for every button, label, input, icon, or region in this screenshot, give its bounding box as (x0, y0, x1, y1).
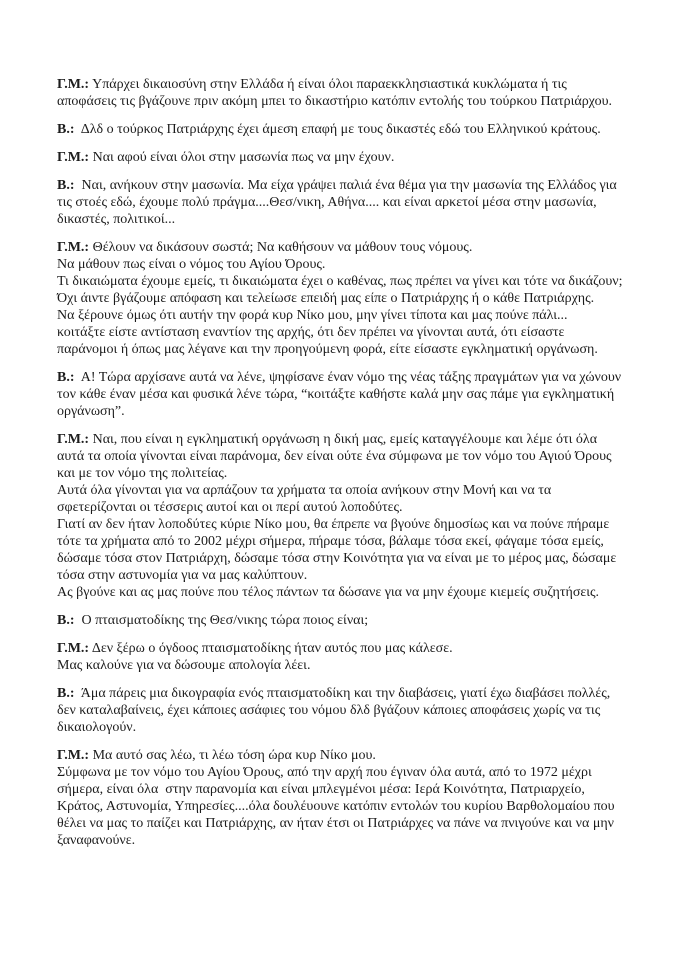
paragraph (57, 685, 623, 736)
paragraph (57, 612, 623, 629)
transcript-line: Να μάθουν πως είναι ο νόμος του Αγίου Όρους. (57, 257, 326, 272)
paragraph (57, 431, 623, 601)
speaker-label: Γ.Μ.: (57, 240, 90, 255)
transcript-line: Ναι αφού είναι όλοι στην μασωνία πως να μην έχουν. (92, 150, 395, 165)
transcript-line: Δεν ξέρω ο όγδοος πταισματοδίκης ήταν αυτός που μας κάλεσε. (91, 641, 453, 656)
speaker-label: Β.: (57, 178, 75, 193)
transcript-line: Μα αυτό σας λέω, τι λέω τόση ώρα κυρ Νίκο μου. (92, 748, 376, 763)
transcript-line: Ας βγούνε και ας μας πούνε που τέλος πάντων τα δώσανε για να μην έχουμε κιεμείς συζητήσεις. (57, 585, 600, 600)
transcript-line: Όχι άιντε βγάζουμε απόφαση και τελείωσε επειδή μας είπε ο Πατριάρχης ή ο κάθε Πατριάρχης. (57, 291, 595, 306)
speaker-label: Β.: (57, 686, 75, 701)
transcript-line: Ο πταισματοδίκης της Θεσ/νικης τώρα ποιος είναι; (78, 613, 369, 628)
transcript-line: Ναι, που είναι η εγκληματική οργάνωση η δική μας, εμείς καταγγέλουμε και λέμε ότι όλα αυτά τα οποία γίνονται είναι παράνομα, δεν είναι ούτε ένα σύμφωνα με τον νόμο του Αγιού Όρους και με τον νόμο της πολιτείας. (57, 432, 616, 481)
speaker-label: Β.: (57, 370, 75, 385)
paragraph (57, 76, 623, 110)
speaker-label: Γ.Μ.: (57, 77, 90, 92)
transcript-line: Δλδ ο τούρκος Πατριάρχης έχει άμεση επαφή με τους δικαστές εδώ του Ελληνικού κράτους. (78, 122, 601, 137)
speaker-label: Β.: (57, 122, 75, 137)
paragraph (57, 239, 623, 358)
transcript-line: Γιατί αν δεν ήταν λοποδύτες κύριε Νίκο μου, θα έπρεπε να βγούνε δημοσίως και να πούνε πήραμε τότε τα χρήματα από το 2002 μέχρι σήμερα, πήραμε τόσα, βάλαμε τόσα εκεί, φάγαμε τόσα εμείς, δώσαμε τόσα στον Πατριάρχη, δώσαμε τόσα στην Κοινότητα για να είναι με το μέρος μας, δώσαμε τόσα στην αστυνομία για να μας καλύπτουν. (57, 517, 620, 583)
transcript (57, 76, 623, 849)
paragraph (57, 640, 623, 674)
speaker-label: Β.: (57, 613, 75, 628)
transcript-line: Άμα πάρεις μια δικογραφία ενός πταισματοδίκη και την διαβάσεις, γιατί έχω διαβάσει πολλές, δεν καταλαβαίνεις, έχει κάποιες ασάφιες του νόμου δλδ βγάζουν κάποιες αποφάσεις χωρίς να τις δικαιολογούν. (57, 686, 614, 735)
transcript-line: κοιτάξτε είστε αντίσταση εναντίον της αρχής, ότι δεν πρέπει να γίνονται αυτά, ότι είσαστε παράνομοι ή όπως μας λέγανε και την προηγούμενη φορά, είτε είσαστε εγκληματική οργάνωση. (57, 325, 598, 357)
transcript-line: Αυτά όλα γίνονται για να αρπάζουν τα χρήματα τα οποία ανήκουν στην Μονή και να τα σφετερίζονται οι τέσσερις αυτοί και οι περί αυτού λοποδύτες. (57, 483, 555, 515)
transcript-line: Μας καλούνε για να δώσουμε απολογία λέει. (57, 658, 311, 673)
paragraph (57, 121, 623, 138)
transcript-line: Τι δικαιώματα έχουμε εμείς, τι δικαιώματα έχει ο καθένας, πως πρέπει να γίνει και τότε να δικάζουν; (57, 274, 623, 289)
transcript-line: Θέλουν να δικάσουν σωστά; Να καθήσουν να μάθουν τους νόμους. (92, 240, 473, 255)
paragraph (57, 149, 623, 166)
paragraph (57, 177, 623, 228)
transcript-line: Ναι, ανήκουν στην μασωνία. Μα είχα γράψει παλιά ένα θέμα για την μασωνία της Ελλάδος για τις στοές εδώ, έχουμε πολύ πράγμα....Θεσ/νικη, Αθήνα.... και είναι αρκετοί μέσα στην μασωνία, δικαστές, πολιτικοί... (57, 178, 621, 227)
transcript-line: Να ξέρουνε όμως ότι αυτήν την φορά κυρ Νίκο μου, μην γίνει τίποτα και μας πούνε πάλι... (57, 308, 568, 323)
speaker-label: Γ.Μ.: (57, 432, 90, 447)
speaker-label: Γ.Μ.: (57, 150, 90, 165)
paragraph (57, 369, 623, 420)
paragraph (57, 747, 623, 849)
speaker-label: Γ.Μ.: (57, 641, 90, 656)
transcript-line: Υπάρχει δικαιοσύνη στην Ελλάδα ή είναι όλοι παραεκκλησιαστικά κυκλώματα ή τις αποφάσεις τις βγάζουνε πριν ακόμη μπει το δικαστήριο κατόπιν εντολής του τούρκου Πατριάρχου. (57, 77, 613, 109)
transcript-line: Α! Τώρα αρχίσανε αυτά να λένε, ψηφίσανε έναν νόμο της νέας τάξης πραγμάτων για να χώνουν τον κάθε έναν μέσα και φυσικά λένε τώρα, “κοιτάξτε καθήστε καλά μην σας πάμε για εγκληματική οργάνωση”. (57, 370, 625, 419)
speaker-label: Γ.Μ.: (57, 748, 90, 763)
transcript-line: Σύμφωνα με τον νόμο του Αγίου Όρους, από την αρχή που έγιναν όλα αυτά, από το 1972 μέχρι σήμερα, είναι όλα στην παρανομία και είναι μπλεγμένοι μέσα: Ιερά Κοινότητα, Πατριαρχείο, Κράτος, Αστυνομία, Υπηρεσίες....όλα δουλέυουνε κατόπιν εντολών του κυρίου Βαρθολομαίου που θέλει να μας το παίζει και Πατριάρχης, αν ήταν έτσι οι Πατριάρχες να πάνε να πνιγούνε και να μην ξαναφανούνε. (57, 765, 619, 848)
